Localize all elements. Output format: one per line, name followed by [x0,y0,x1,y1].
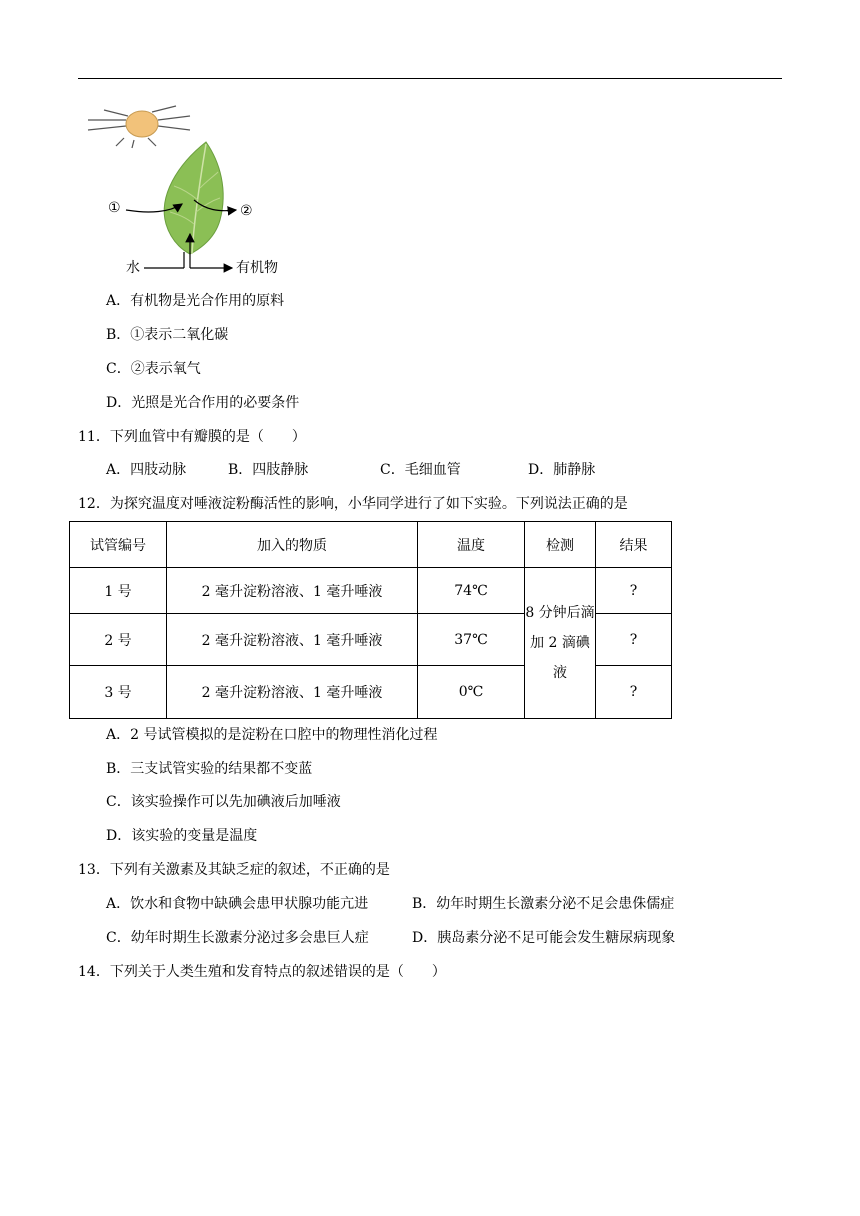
leaf-icon [164,142,223,254]
q12-stem: 12．为探究温度对唾液淀粉酶活性的影响，小华同学进行了如下实验。下列说法正确的是 [78,496,628,512]
q10-option-c: C．②表示氧气 [106,361,201,377]
photosynthesis-figure [86,104,296,282]
leaf-diagram [86,104,296,282]
organic-label: 有机物 [236,260,278,276]
header-substance: 加入的物质 [167,522,418,568]
substance-cell: 2 毫升淀粉溶液、1 毫升唾液 [167,568,418,614]
substance-cell: 2 毫升淀粉溶液、1 毫升唾液 [167,666,418,719]
tube-id-cell: 2 号 [70,614,167,666]
temperature-cell: 37℃ [418,614,525,666]
q13-option-d: D．胰岛素分泌不足可能会发生糖尿病现象 [412,930,676,946]
q13-option-a: A．饮水和食物中缺碘会患甲状腺功能亢进 [106,896,369,912]
tube-id-cell: 1 号 [70,568,167,614]
header-detection: 检测 [525,522,596,568]
substance-cell: 2 毫升淀粉溶液、1 毫升唾液 [167,614,418,666]
header-rule [78,78,782,79]
q11-option-d: D．肺静脉 [528,462,596,478]
sun-icon [88,106,190,148]
marker-in-label: ① [108,200,121,216]
q12-option-c: C．该实验操作可以先加碘液后加唾液 [106,794,341,810]
q11-stem: 11．下列血管中有瓣膜的是（ ） [78,429,306,445]
header-result: 结果 [596,522,672,568]
q12-option-d: D．该实验的变量是温度 [106,828,258,844]
result-cell: ? [596,568,672,614]
q10-option-d: D．光照是光合作用的必要条件 [106,395,300,411]
q12-option-a: A．2 号试管模拟的是淀粉在口腔中的物理性消化过程 [106,727,438,743]
detection-line-2: 加 2 滴碘液 [530,635,590,681]
q13-option-c: C．幼年时期生长激素分泌过多会患巨人症 [106,930,369,946]
temperature-cell: 0℃ [418,666,525,719]
experiment-table [69,521,672,719]
water-label: 水 [126,260,140,276]
q13-stem: 13．下列有关激素及其缺乏症的叙述，不正确的是 [78,862,390,878]
tube-id-cell: 3 号 [70,666,167,719]
temperature-cell: 74℃ [418,568,525,614]
q13-option-b: B．幼年时期生长激素分泌不足会患侏儒症 [412,896,675,912]
q11-option-b: B．四肢静脉 [228,462,309,478]
result-cell: ? [596,666,672,719]
header-tube-id: 试管编号 [70,522,167,568]
marker-out-label: ② [240,203,253,219]
detection-line-1: 8 分钟后滴 [525,605,595,621]
header-temperature: 温度 [418,522,525,568]
table-row [70,568,672,614]
table-header-row [70,522,672,568]
q10-option-b: B．①表示二氧化碳 [106,327,229,343]
result-cell: ? [596,614,672,666]
q12-option-b: B．三支试管实验的结果都不变蓝 [106,761,313,777]
q11-option-a: A．四肢动脉 [106,462,187,478]
detection-cell [525,568,596,719]
q14-stem: 14．下列关于人类生殖和发育特点的叙述错误的是（ ） [78,964,446,980]
q10-option-a: A．有机物是光合作用的原料 [106,293,285,309]
q11-option-c: C．毛细血管 [380,462,461,478]
